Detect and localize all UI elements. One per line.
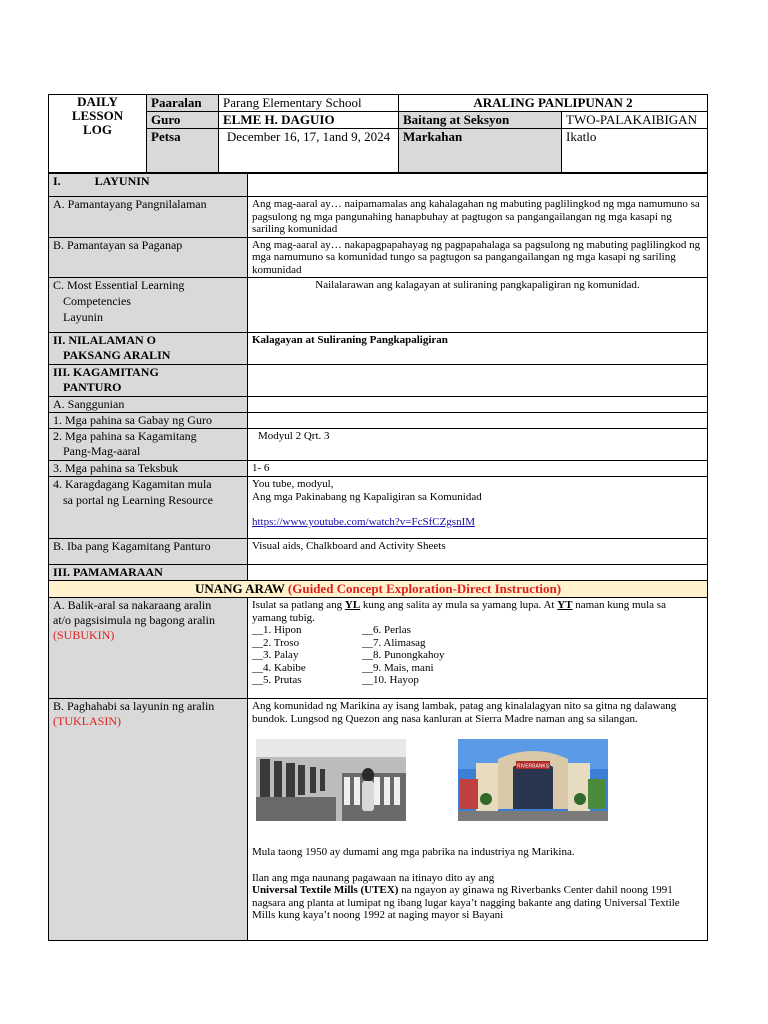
layunin-value <box>248 174 708 197</box>
iba-kagamitan-label: B. Iba pang Kagamitang Panturo <box>49 539 248 565</box>
pamantayan-paganap-label: B. Pamantayan sa Paganap <box>49 237 248 278</box>
paghahabi-line1: B. Paghahabi sa layunin ng aralin <box>53 699 215 713</box>
kagamitang-label-line1: III. KAGAMITANG <box>53 365 159 379</box>
instr-mid: kung ang salita ay mula sa yamang lupa. At <box>360 599 558 611</box>
main-table <box>48 173 708 941</box>
nilalaman-label <box>49 333 248 365</box>
riverbanks-sign: RIVERBANKS <box>516 763 550 770</box>
melc-value: Nailalarawan ang kalagayan at suliraning pangkapaligiran ng komunidad. <box>248 278 708 333</box>
item: __9. Mais, mani <box>362 661 434 674</box>
utex-name: Universal Textile Mills (UTEX) <box>252 884 399 896</box>
quarter-value: Ikatlo <box>562 129 708 173</box>
tuklasin-tag: (TUKLASIN) <box>53 714 121 728</box>
pamantayang-pangnilalaman-value: Ang mag-aaral ay… naipamamalas ang kahalagahan ng mabuting paglilingkod ng mga namumuno sa pagsulong ng mga pangunahing hanapbuhay at pagtugon sa pangangailangan ng mga kasapi ng sariling komunidad <box>248 197 708 238</box>
riverbanks-center-photo <box>458 739 608 821</box>
karagdagang-value-line2: Ang mga Pakinabang ng Kapaligiran sa Komunidad <box>252 490 482 503</box>
dll-line-2: LESSON <box>71 108 124 123</box>
date-value: December 16, 17, 1and 9, 2024 <box>219 129 399 173</box>
instr-pre: Isulat sa patlang ang <box>252 599 345 611</box>
school-value: Parang Elementary School <box>219 95 399 112</box>
kagamitang-mag-aaral-label <box>49 429 248 461</box>
unang-araw-banner <box>49 581 708 598</box>
paghahabi-content <box>248 699 708 941</box>
melc-label-line2: Competencies <box>63 294 131 308</box>
lesson-log-page <box>48 94 707 941</box>
photos-row <box>252 739 703 821</box>
dll-line-1: DAILY <box>77 94 118 109</box>
item: __4. Kabibe <box>252 661 306 674</box>
school-label: Paaralan <box>147 95 219 112</box>
paghahabi-para4 <box>252 884 703 922</box>
grade-label: Baitang at Seksyon <box>399 112 562 129</box>
kagamitang-mag-aaral-line1: 2. Mga pahina sa Kagamitang <box>53 429 197 443</box>
kagamitang-panturo-label <box>49 365 248 397</box>
pamamaraan-label: III. PAMAMARAAN <box>49 565 248 581</box>
layunin-heading <box>49 174 248 197</box>
karagdagang-line2: sa portal ng Learning Resource <box>63 493 213 507</box>
pamamaraan-value <box>248 565 708 581</box>
item: __8. Punongkahoy <box>362 649 445 661</box>
balik-aral-content <box>248 598 708 699</box>
paghahabi-para3: Ilan ang mga naunang pagawaan na itinayo dito ay ang <box>252 871 495 884</box>
date-label: Petsa <box>147 129 219 173</box>
teacher-label: Guro <box>147 112 219 129</box>
item: __1. Hipon <box>252 624 302 636</box>
nilalaman-label-line1: II. NILALAMAN O <box>53 333 157 347</box>
gabay-guro-label: 1. Mga pahina sa Gabay ng Guro <box>49 413 248 429</box>
kagamitang-mag-aaral-line2: Pang-Mag-aaral <box>63 444 141 458</box>
teksbuk-value: 1- 6 <box>248 461 708 477</box>
balik-aral-label <box>49 598 248 699</box>
subject-title: ARALING PANLIPUNAN 2 <box>399 95 708 112</box>
melc-label-line1: C. Most Essential Learning <box>53 278 185 292</box>
dll-line-3: LOG <box>83 122 112 137</box>
items-right <box>362 624 445 687</box>
gabay-guro-value <box>248 413 708 429</box>
karagdagang-kagamitan-label <box>49 477 248 539</box>
melc-label <box>49 278 248 333</box>
header-table <box>48 94 708 173</box>
items-left <box>252 624 362 687</box>
sanggunian-label: A. Sanggunian <box>49 397 248 413</box>
item: __7. Alimasag <box>362 636 426 649</box>
kagamitang-panturo-value <box>248 365 708 397</box>
balik-aral-line1: A. Balik-aral sa nakaraang aralin <box>53 598 212 612</box>
balik-aral-line2: at/o pagsisimula ng bagong aralin <box>53 613 215 627</box>
pamantayang-pangnilalaman-label: A. Pamantayang Pangnilalaman <box>49 197 248 238</box>
textile-mill-photo <box>256 739 406 821</box>
kagamitang-mag-aaral-value: Modyul 2 Qrt. 3 <box>248 429 708 461</box>
karagdagang-value-line1: You tube, modyul, <box>252 478 334 490</box>
grade-value: TWO-PALAKAIBIGAN <box>562 112 708 129</box>
balik-aral-items <box>252 624 703 687</box>
nilalaman-label-line2: PAKSANG ARALIN <box>63 348 171 362</box>
subukin-tag: (SUBUKIN) <box>53 628 115 642</box>
instr-yl: YL <box>344 599 361 611</box>
item: __2. Troso <box>252 636 300 649</box>
paghahabi-para2: Mula taong 1950 ay dumami ang mga pabrika na industriya ng Marikina. <box>252 846 575 858</box>
balik-aral-instruction <box>252 599 703 624</box>
item: __6. Perlas <box>362 624 411 636</box>
instr-post: naman kung mula sa yamang tubig. <box>252 599 666 624</box>
unang-araw-subtitle: (Guided Concept Exploration-Direct Instruction) <box>287 581 562 596</box>
youtube-link[interactable]: https://www.youtube.com/watch?v=FcSfCZgsnIM <box>252 516 476 528</box>
karagdagang-kagamitan-value <box>248 477 708 539</box>
quarter-label: Markahan <box>399 129 562 173</box>
item: __10. Hayop <box>362 674 419 686</box>
sanggunian-value <box>248 397 708 413</box>
nilalaman-value: Kalagayan at Suliraning Pangkapaligiran <box>248 333 708 365</box>
unang-araw-title: UNANG ARAW <box>194 581 285 596</box>
layunin-number: I. <box>53 174 61 188</box>
iba-kagamitan-value: Visual aids, Chalkboard and Activity Sheets <box>248 539 708 565</box>
dll-title <box>49 95 147 173</box>
layunin-text: LAYUNIN <box>94 174 150 188</box>
paghahabi-para4-rest: na ngayon ay ginawa ng Riverbanks Center dahil noong 1991 nagsara ang planta at lumipat ng ibang lugar kaya’t nagging bakante ang dating Universal Textile Mills kung kaya’t noong 1992 at naging mayor si Bayani <box>252 884 680 921</box>
melc-label-line3: Layunin <box>63 310 103 324</box>
pamantayan-paganap-value: Ang mag-aaral ay… nakapagpapahayag ng pagpapahalaga sa pagsulong ng mabuting paglilingkod ng mga namumuno sa komunidad tungo sa pagtugon sa pangangailangan ng mga kasapi ng sariling komunidad <box>248 237 708 278</box>
karagdagang-line1: 4. Karagdagang Kagamitan mula <box>53 477 212 491</box>
teacher-value: ELME H. DAGUIO <box>219 112 399 129</box>
kagamitang-label-line2: PANTURO <box>63 380 122 394</box>
item: __5. Prutas <box>252 674 302 686</box>
instr-yt: YT <box>557 599 573 611</box>
paghahabi-para1: Ang komunidad ng Marikina ay isang lambak, patag ang kinalalagyan nito sa gitna ng dalawang bundok. Lungsod ng Quezon ang nasa kanluran at Sierra Madre naman ang sa silangan. <box>252 700 677 725</box>
paghahabi-label <box>49 699 248 941</box>
teksbuk-label: 3. Mga pahina sa Teksbuk <box>49 461 248 477</box>
item: __3. Palay <box>252 649 299 661</box>
